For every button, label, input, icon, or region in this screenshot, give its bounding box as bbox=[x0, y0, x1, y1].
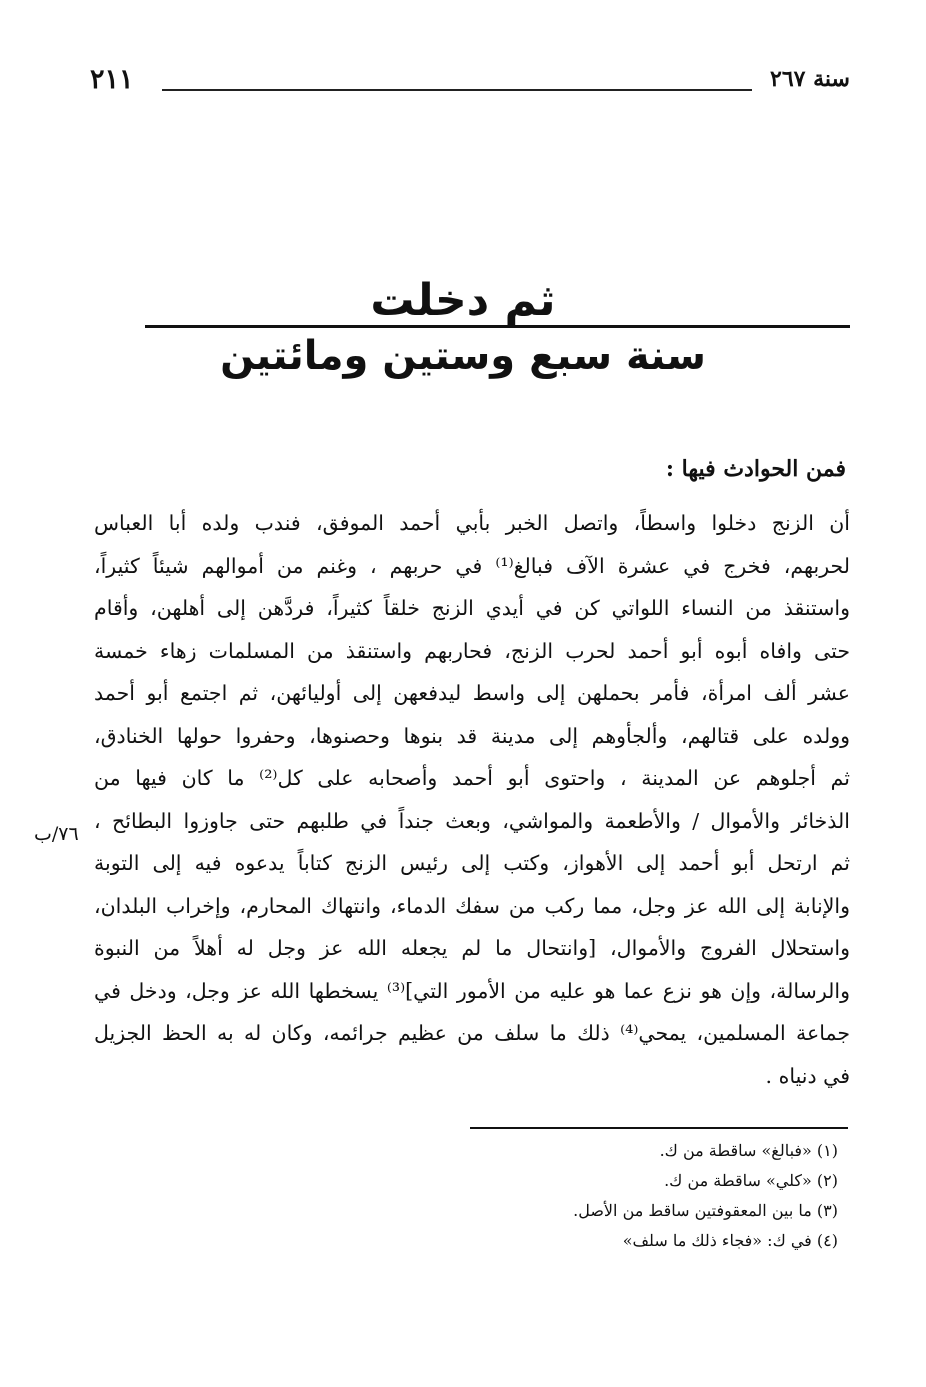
header-rule bbox=[162, 89, 752, 91]
page-number: ٢١١ bbox=[90, 64, 134, 95]
manuscript-folio-note: ٧٦/ب bbox=[34, 823, 79, 845]
body-line: والإنابة إلى الله عز وجل، مما ركب من سفك الدماء، وانتهاك المحارم، وإخراب البلدان، bbox=[94, 893, 850, 918]
footnote: (٢) «كلي» ساقطة من ك. bbox=[664, 1171, 838, 1190]
footnote-divider bbox=[470, 1127, 848, 1129]
body-line: أن الزنج دخلوا واسطاً، واتصل الخبر بأبي أحمد الموفق، فندب ولده أبا العباس bbox=[94, 511, 850, 535]
body-line: واستنقذ من النساء اللواتي كن في أيدي الزنج خلقاً كثيراً، فردَّهن إلى أهلهن، وأقام bbox=[94, 596, 850, 620]
body-line: واستحلال الفروج والأموال، [وانتحال ما لم يجعله الله عز وجل له أهلاً من النبوة bbox=[94, 936, 850, 960]
section-heading: فمن الحوادث فيها : bbox=[665, 456, 846, 482]
body-line: جماعة المسلمين، يمحي⁽⁴⁾ ذلك ما سلف من عظيم جرائمه، وكان له به الحظ الجزيل bbox=[94, 1021, 850, 1045]
body-line: في دنياه . bbox=[765, 1063, 850, 1088]
footnotes bbox=[438, 1136, 838, 1256]
chapter-subtitle: سنة سبع وستين ومائتين bbox=[220, 333, 706, 379]
body-line: الذخائر والأموال / والأطعمة والمواشي، وبعث جنداً في طلبهم حتى جاوزوا البطائح ، bbox=[94, 808, 850, 833]
body-line: عشر ألف امرأة، فأمر بحملهن إلى واسط ليدفعهن إلى أوليائهن، ثم اجتمع أبو أحمد bbox=[94, 681, 850, 705]
title-divider bbox=[145, 325, 850, 328]
running-title: سنة ٢٦٧ bbox=[770, 66, 850, 92]
running-header bbox=[90, 64, 850, 104]
body-line: وولده على قتالهم، وألجأوهم إلى مدينة قد بنوها وحصنوها، وحفروا حولها الخنادق، bbox=[94, 723, 850, 748]
body-line: لحربهم، فخرج في عشرة الآف فبالغ⁽¹⁾ في حربهم ، وغنم من أموالهم شيئاً كثيراً، bbox=[94, 553, 850, 578]
body-line: حتى وافاه أبوه أبو أحمد لحرب الزنج، فحاربهم واستنقذ من المسلمات زهاء خمسة bbox=[94, 638, 850, 663]
chapter-title: ثم دخلت bbox=[370, 275, 556, 326]
body-line: ثم ارتحل أبو أحمد إلى الأهواز، وكتب إلى رئيس الزنج كتاباً يدعوه فيه إلى التوبة bbox=[94, 851, 850, 875]
footnote: (٤) في ك: «فجاء ذلك ما سلف» bbox=[622, 1231, 838, 1250]
footnote: (٣) ما بين المعقوفتين ساقط من الأصل. bbox=[573, 1201, 838, 1220]
body-text bbox=[94, 502, 850, 1097]
body-line: ثم أجلوهم عن المدينة ، واحتوى أبو أحمد وأصحابه على كل⁽²⁾ ما كان فيها من bbox=[94, 766, 850, 790]
footnote: (١) «فبالغ» ساقطة من ك. bbox=[659, 1141, 838, 1160]
body-line: والرسالة، وإن هو نزع عما هو عليه من الأمور التي]⁽³⁾ يسخطها الله عز وجل، ودخل في bbox=[94, 978, 850, 1003]
